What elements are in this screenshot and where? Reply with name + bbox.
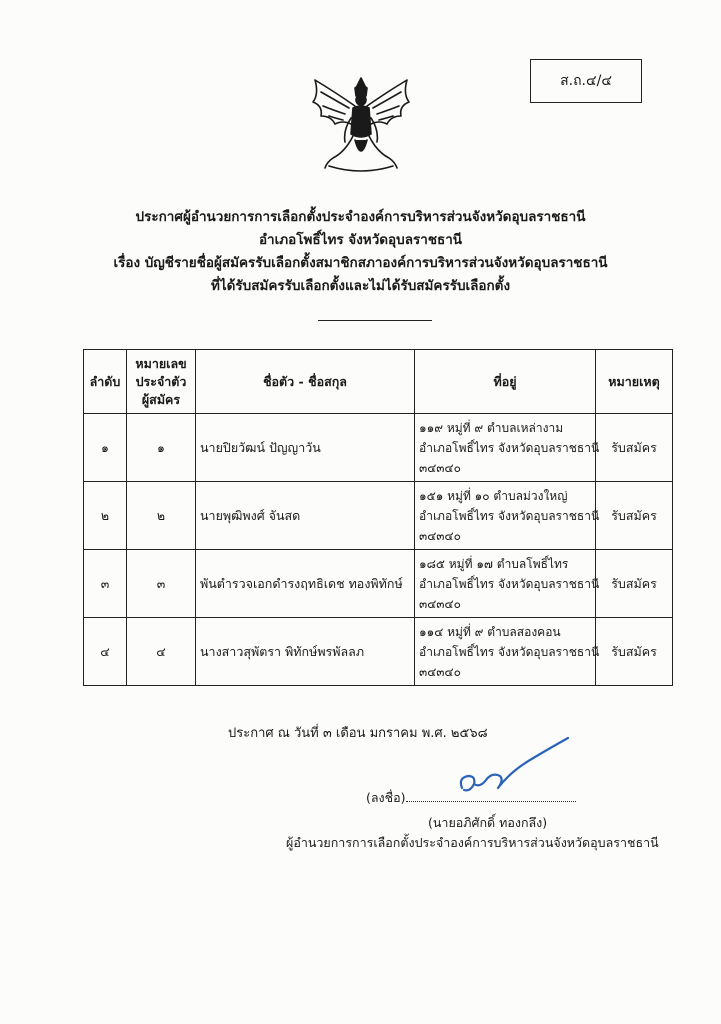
table-header-row xyxy=(84,350,673,414)
form-code-box xyxy=(530,59,642,103)
cell-address xyxy=(415,550,600,618)
signature-line xyxy=(366,788,576,808)
heading-line-2: อำเภอโพธิ์ไทร จังหวัดอุบลราชธานี xyxy=(258,232,463,248)
cell-number: ๓ xyxy=(127,550,196,618)
cell-address xyxy=(415,618,600,686)
cell-order: ๒ xyxy=(84,482,127,550)
signer-title: ผู้อำนวยการการเลือกตั้งประจำองค์การบริหารส่วนจังหวัดอุบลราชธานี xyxy=(286,835,659,850)
address-line-2: อำเภอโพธิ์ไทร จังหวัดอุบลราชธานี xyxy=(419,508,600,523)
signature-label: (ลงชื่อ) xyxy=(366,790,406,805)
cell-order: ๔ xyxy=(84,618,127,686)
cell-order: ๑ xyxy=(84,414,127,482)
address-line-2: อำเภอโพธิ์ไทร จังหวัดอุบลราชธานี xyxy=(419,576,600,591)
cell-name: พันตำรวจเอกดำรงฤทธิเดช ทองพิทักษ์ xyxy=(196,550,415,618)
address-line-3: ๓๔๓๔๐ xyxy=(419,460,461,475)
cell-number: ๒ xyxy=(127,482,196,550)
heading-divider xyxy=(318,320,432,321)
cell-remark: รับสมัคร xyxy=(596,550,673,618)
header-address: ที่อยู่ xyxy=(415,350,596,414)
address-line-1: ๑๘๕ หมู่ที่ ๑๗ ตำบลโพธิ์ไทร xyxy=(419,556,569,571)
cell-name: นายปิยวัฒน์ ปัญญาวัน xyxy=(196,414,415,482)
signer-name: (นายอภิศักดิ์ ทองกลึง) xyxy=(428,815,548,830)
cell-order: ๓ xyxy=(84,550,127,618)
address-line-3: ๓๔๓๔๐ xyxy=(419,528,461,543)
header-number xyxy=(127,350,196,414)
table-row xyxy=(84,482,673,550)
cell-remark: รับสมัคร xyxy=(596,482,673,550)
signature-dotted-line xyxy=(406,789,576,802)
announcement-heading xyxy=(80,206,641,298)
cell-number: ๔ xyxy=(127,618,196,686)
address-line-1: ๑๕๑ หมู่ที่ ๑๐ ตำบลม่วงใหญ่ xyxy=(419,488,568,503)
heading-line-3: เรื่อง บัญชีรายชื่อผู้สมัครรับเลือกตั้งสมาชิกสภาองค์การบริหารส่วนจังหวัดอุบลราชธานี xyxy=(113,255,608,271)
header-remark: หมายเหตุ xyxy=(596,350,673,414)
form-code: ส.ถ.๔/๔ xyxy=(560,73,612,89)
address-line-1: ๑๑๔ หมู่ที่ ๙ ตำบลสองคอน xyxy=(419,624,561,639)
heading-line-4: ที่ได้รับสมัครรับเลือกตั้งและไม่ได้รับสมัครรับเลือกตั้ง xyxy=(210,278,511,294)
address-line-2: อำเภอโพธิ์ไทร จังหวัดอุบลราชธานี xyxy=(419,440,600,455)
address-line-3: ๓๔๓๔๐ xyxy=(419,596,461,611)
address-line-3: ๓๔๓๔๐ xyxy=(419,664,461,679)
header-name: ชื่อตัว - ชื่อสกุล xyxy=(196,350,415,414)
table-row xyxy=(84,414,673,482)
cell-number: ๑ xyxy=(127,414,196,482)
table-row xyxy=(84,618,673,686)
address-line-2: อำเภอโพธิ์ไทร จังหวัดอุบลราชธานี xyxy=(419,644,600,659)
cell-name: นางสาวสุพัตรา พิทักษ์พรพัลลภ xyxy=(196,618,415,686)
header-number-line-3: ผู้สมัคร xyxy=(141,391,181,407)
cell-address xyxy=(415,482,600,550)
cell-remark: รับสมัคร xyxy=(596,414,673,482)
garuda-emblem-icon xyxy=(305,72,417,176)
address-line-1: ๑๑๙ หมู่ที่ ๙ ตำบลเหล่างาม xyxy=(419,420,564,435)
cell-remark: รับสมัคร xyxy=(596,618,673,686)
announcement-date: ประกาศ ณ วันที่ ๓ เดือน มกราคม พ.ศ. ๒๕๖๘ xyxy=(228,726,488,741)
cell-address xyxy=(415,414,600,482)
candidate-table xyxy=(83,349,673,686)
header-number-line-2: ประจำตัว xyxy=(135,373,187,389)
header-number-line-1: หมายเลข xyxy=(135,355,187,371)
cell-name: นายพุฒิพงศ์ จันสด xyxy=(196,482,415,550)
header-order: ลำดับ xyxy=(84,350,127,414)
heading-line-1: ประกาศผู้อำนวยการการเลือกตั้งประจำองค์การบริหารส่วนจังหวัดอุบลราชธานี xyxy=(135,209,586,225)
table-row xyxy=(84,550,673,618)
